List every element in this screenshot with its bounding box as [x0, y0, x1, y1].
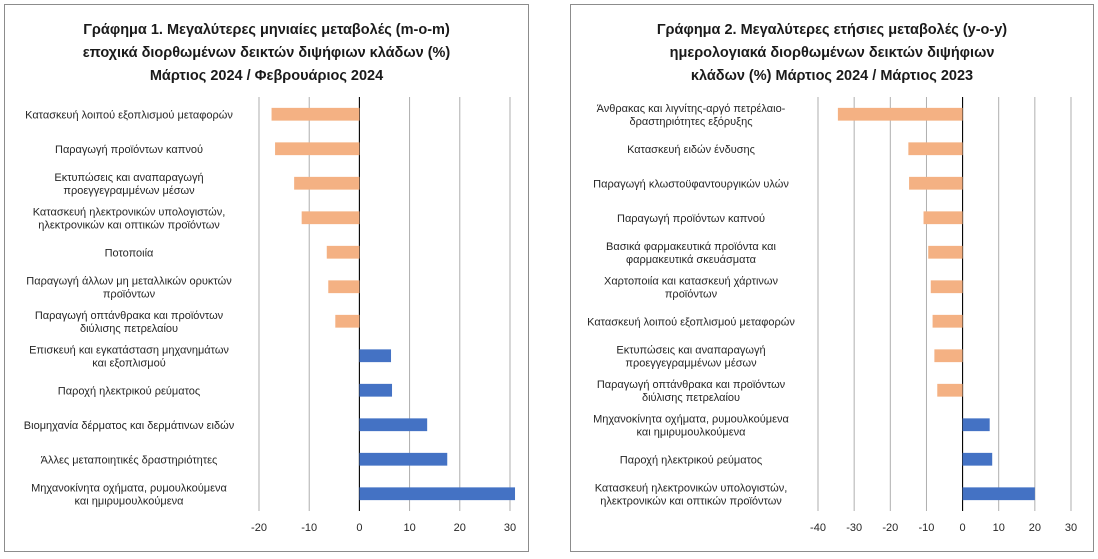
bars	[838, 108, 1035, 500]
chart-panel-2	[570, 4, 1094, 552]
category-label-line: Εκτυπώσεις και αναπαραγωγή	[54, 171, 204, 184]
category-label-line: Κατασκευή ηλεκτρονικών υπολογιστών,	[594, 482, 788, 495]
category-labels	[24, 109, 235, 507]
category-label	[597, 103, 786, 128]
category-label-line: ηλεκτρονικών και οπτικών προϊόντων	[600, 495, 782, 508]
category-label-line: Παραγωγή κλωστοϋφαντουργικών υλών	[593, 178, 789, 191]
chart-title-1-line-1: Γράφημα 1. Μεγαλύτερες μηνιαίες μεταβολές (m-o-m)	[83, 22, 450, 38]
category-label	[33, 206, 226, 231]
category-label-line: διύλισης πετρελαίου	[79, 322, 179, 335]
category-label	[24, 420, 235, 432]
category-label-line: Κατασκευή λοιπού εξοπλισμού μεταφορών	[587, 316, 795, 329]
category-label-line: Βασικά φαρμακευτικά προϊόντα και	[606, 240, 776, 253]
bar	[272, 108, 360, 121]
x-tick-label: 20	[1028, 522, 1041, 534]
x-tick-label: -20	[882, 522, 899, 534]
category-label-line: προεγγεγραμμένων μέσων	[63, 184, 195, 197]
bar	[359, 349, 391, 362]
category-label-line: Άνθρακας και λιγνίτης-αργό πετρέλαιο-	[596, 102, 786, 115]
category-label	[29, 344, 229, 369]
x-tick-label: 10	[403, 522, 416, 534]
category-label-line: προϊόντων	[102, 288, 156, 301]
category-label-line: Παραγωγή προϊόντων καπνού	[617, 212, 765, 225]
x-tick-label: 20	[453, 522, 466, 534]
bar	[294, 177, 359, 190]
category-label	[593, 178, 789, 190]
category-label	[31, 482, 227, 507]
bar	[302, 211, 360, 224]
bar	[934, 349, 962, 362]
x-tick-label: 0	[356, 522, 363, 534]
bar	[963, 453, 993, 466]
chart-title-2-line-1: Γράφημα 2. Μεγαλύτερες ετήσιες μεταβολές (y-o-y)	[656, 22, 1008, 38]
category-label-line: Παραγωγή άλλων μη μεταλλικών ορυκτών	[26, 275, 232, 288]
category-label-line: Κατασκευή ηλεκτρονικών υπολογιστών,	[32, 206, 226, 219]
bar	[359, 384, 392, 397]
category-label	[606, 241, 777, 266]
category-label-line: Παραγωγή προϊόντων καπνού	[55, 143, 203, 156]
chart-title-1-line-2: εποχικά διορθωμένων δεικτών διψήφιων κλάδων (%)	[82, 45, 451, 61]
bar	[359, 453, 447, 466]
bar	[327, 246, 360, 259]
chart-title-2-line-2: ημερολογιακά διορθωμένων δεικτών διψήφιων	[669, 45, 995, 61]
category-label-line: Παροχή ηλεκτρικού ρεύματος	[619, 454, 763, 467]
category-label	[54, 172, 203, 197]
category-label-line: προϊόντων	[664, 288, 718, 301]
category-label	[617, 213, 765, 225]
bar	[933, 315, 963, 328]
bar	[838, 108, 963, 121]
chart-title-1-line-3: Μάρτιος 2024 / Φεβρουάριος 2024	[149, 68, 384, 84]
category-label-line: και ημιρυμουλκούμενα	[636, 426, 746, 439]
bars	[272, 108, 515, 500]
category-label	[593, 413, 789, 438]
category-label	[35, 310, 224, 335]
x-tick-label: 0	[959, 522, 966, 534]
category-label	[616, 344, 765, 369]
x-tick-label: -10	[918, 522, 935, 534]
category-label	[58, 385, 200, 397]
category-label-line: διύλισης πετρελαίου	[641, 391, 741, 404]
x-tick-label: 30	[1064, 522, 1078, 534]
category-label	[55, 144, 203, 156]
category-label	[595, 482, 788, 507]
bar-chart-1	[5, 5, 528, 551]
category-label	[105, 247, 154, 259]
chart-title-2-line-3: κλάδων (%) Μάρτιος 2024 / Μάρτιος 2023	[690, 68, 974, 84]
bar	[963, 487, 1035, 500]
category-label	[627, 144, 755, 156]
category-label-line: Μηχανοκίνητα οχήματα, ρυμουλκούμενα	[593, 413, 789, 426]
bar	[909, 177, 962, 190]
category-label-line: ηλεκτρονικών και οπτικών προϊόντων	[38, 219, 220, 232]
gridlines	[818, 97, 1071, 511]
bar	[335, 315, 359, 328]
x-tick-label: -40	[810, 522, 826, 534]
bar	[359, 487, 515, 500]
bar	[931, 280, 963, 293]
category-label-line: δραστηριότητες εξόρυξης	[629, 115, 753, 128]
category-label	[620, 454, 762, 466]
category-label-line: Άλλες μεταποιητικές δραστηριότητες	[40, 454, 218, 467]
bar	[275, 142, 359, 155]
category-label-line: Παροχή ηλεκτρικού ρεύματος	[57, 385, 201, 398]
category-label-line: και εξοπλισμού	[92, 357, 166, 370]
category-label	[587, 316, 795, 328]
bar	[924, 211, 963, 224]
category-label-line: Κατασκευή ειδών ένδυσης	[627, 143, 755, 156]
category-label	[26, 275, 232, 300]
category-label-line: Παραγωγή οπτάνθρακα και προϊόντων	[34, 309, 224, 322]
category-label	[41, 454, 218, 466]
category-label-line: Παραγωγή οπτάνθρακα και προϊόντων	[596, 378, 786, 391]
x-tick-label: 30	[503, 522, 517, 534]
bar	[928, 246, 962, 259]
bar	[937, 384, 962, 397]
bar	[328, 280, 359, 293]
category-label	[597, 379, 786, 404]
x-tick-label: 10	[992, 522, 1005, 534]
category-label-line: προεγγεγραμμένων μέσων	[625, 357, 757, 370]
x-tick-label: -20	[251, 522, 267, 534]
x-tick-label: -10	[301, 522, 318, 534]
category-label-line: φαρμακευτικά σκευάσματα	[625, 253, 757, 266]
category-label-line: Βιομηχανία δέρματος και δερμάτινων ειδών	[23, 419, 235, 432]
category-label-line: Χαρτοποιία και κατασκευή χάρτινων	[603, 275, 779, 288]
category-label	[604, 275, 779, 300]
bar	[359, 418, 427, 431]
gridlines	[259, 97, 510, 511]
category-label-line: και ημιρυμουλκούμενα	[74, 495, 184, 508]
category-label-line: Ποτοποιία	[104, 247, 154, 260]
bar-chart-2	[571, 5, 1093, 551]
category-label	[25, 109, 233, 121]
category-labels	[587, 103, 795, 508]
x-tick-label: -30	[846, 522, 863, 534]
chart-panel-1	[4, 4, 529, 552]
category-label-line: Εκτυπώσεις και αναπαραγωγή	[616, 344, 766, 357]
category-label-line: Κατασκευή λοιπού εξοπλισμού μεταφορών	[25, 109, 233, 122]
bar	[908, 142, 962, 155]
category-label-line: Επισκευή και εγκατάσταση μηχανημάτων	[29, 344, 229, 357]
category-label-line: Μηχανοκίνητα οχήματα, ρυμουλκούμενα	[31, 482, 227, 495]
bar	[963, 418, 990, 431]
